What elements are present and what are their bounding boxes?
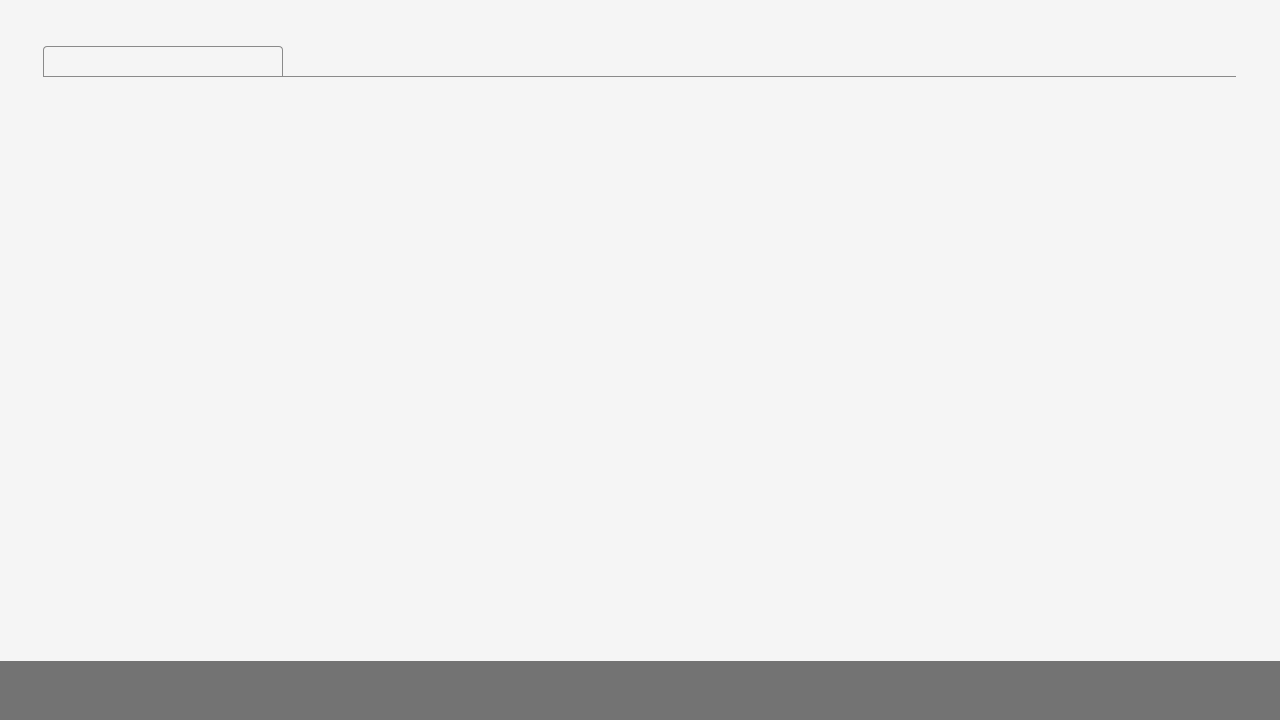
footer-bar bbox=[0, 661, 1280, 720]
